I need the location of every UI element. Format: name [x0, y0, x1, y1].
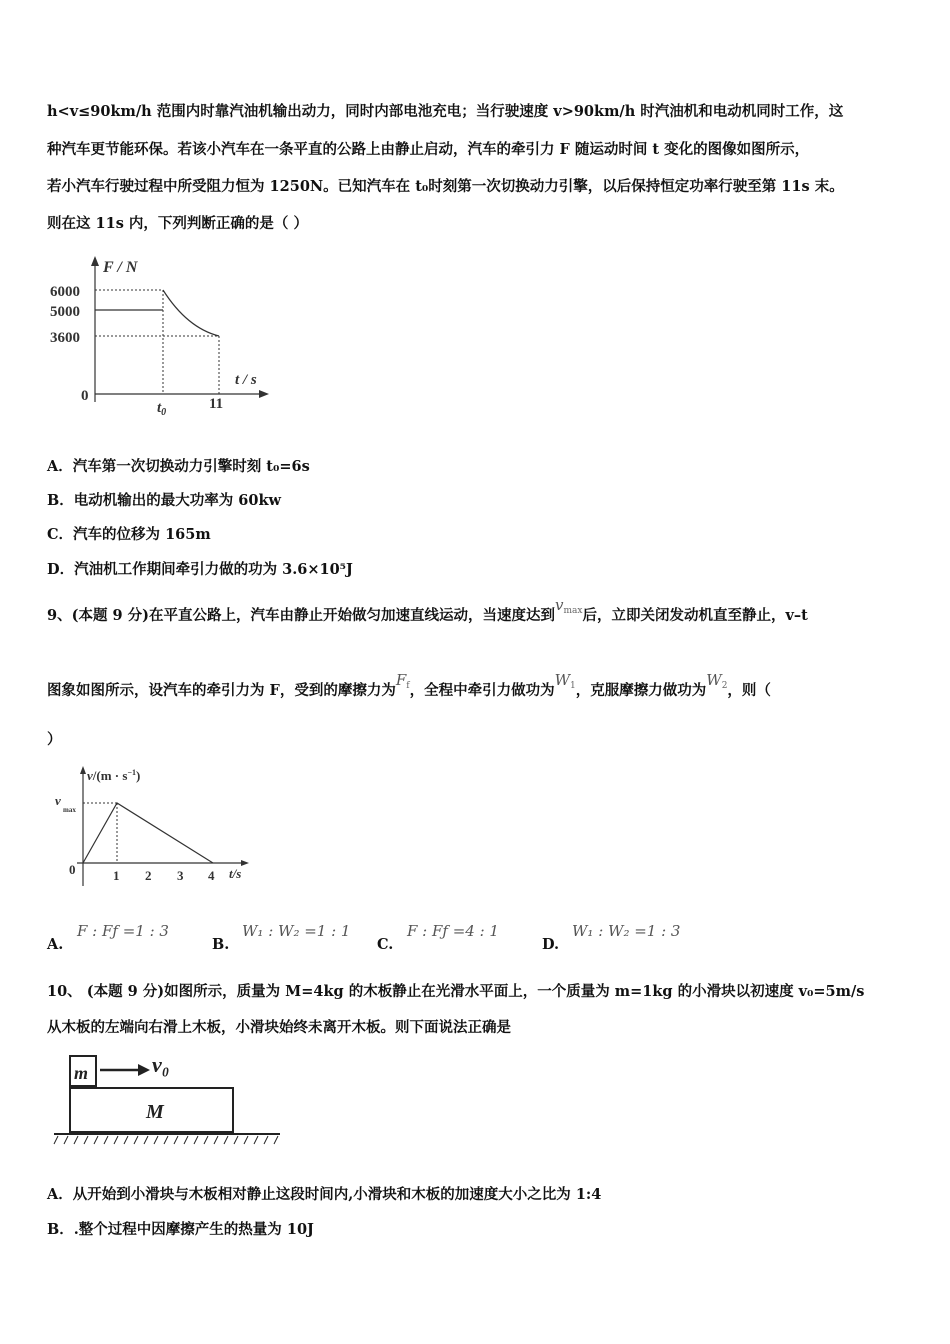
q9-x-axis-arrow [241, 860, 249, 866]
q9-velocity-time-chart [45, 762, 255, 892]
q9-w2-sub: 2 [721, 681, 728, 691]
q9-option-a-expr: F : Fƒ =1 : 3 [77, 922, 169, 940]
q9-option-c-label: C. [377, 936, 394, 953]
q9-options-row [47, 922, 907, 954]
q8-y-axis-arrow [91, 256, 99, 266]
q9-w2-symbol [706, 671, 727, 689]
q9-vmax-symbol [555, 596, 582, 614]
q8-text-line-1: h<v≤90km/h 范围内时靠汽油机输出动力，同时内部电池充电；当行驶速度 v>90km/h 时汽油机和电动机同时工作，这 [47, 103, 844, 120]
q9-line1-a: 9、(本题 9 分)在平直公路上，汽车由静止开始做匀加速直线运动，当速度达到 [47, 607, 555, 624]
q8-ytick-5000: 5000 [50, 304, 80, 320]
q9-vmax-base: v [555, 596, 564, 614]
q9-line2-a: 图象如图所示，设汽车的牵引力为 F，受到的摩擦力为 [47, 682, 396, 699]
q10-small-block-label: m [74, 1063, 89, 1083]
q9-line1-b: 后，立即关闭发动机直至静止，v–t [582, 607, 808, 624]
q9-y-axis-arrow [80, 766, 86, 774]
q9-ytick-vmax: v [55, 793, 61, 808]
q9-text-line-1 [47, 596, 808, 631]
q8-y-axis-label: F / N [103, 259, 138, 276]
q10-block-board-figure [50, 1050, 285, 1150]
q10-velocity-label: v₀ [152, 1052, 170, 1077]
q9-xtick-2: 2 [145, 868, 152, 883]
q8-x-axis-label: t / s [235, 372, 257, 388]
q9-line2-b: ，全程中牵引力做功为 [409, 682, 555, 699]
q8-force-curve [163, 290, 219, 336]
q9-xtick-1: 1 [113, 868, 120, 883]
q9-line2-d: ，则（ [727, 682, 771, 699]
q9-option-a-label: A. [47, 936, 64, 953]
q9-w1-sub: 1 [570, 681, 576, 691]
q10-option-b: B．.整个过程中因摩擦产生的热量为 10J [47, 1221, 314, 1238]
q9-text-line-2 [47, 671, 771, 706]
q9-y-axis-label: $v/(m \cdot s^{-1})$ [87, 768, 141, 783]
q8-option-d: D．汽油机工作期间牵引力做的功为 3.6×10⁵J [47, 561, 353, 578]
q10-large-board-label: M [146, 1101, 164, 1123]
q9-x-axis-label: t/s [229, 866, 242, 881]
q9-ff-base: F [395, 671, 407, 689]
q9-option-d-label: D. [542, 936, 560, 953]
q9-w1-base: W [554, 671, 571, 689]
q8-force-time-chart [45, 252, 275, 422]
q10-text-line-2: 从木板的左端向右滑上木板，小滑块始终未离开木板。则下面说法正确是 [47, 1019, 511, 1036]
q8-x-axis-arrow [259, 390, 269, 398]
q9-w1-symbol [555, 671, 576, 689]
q10-ground-hatch [54, 1136, 278, 1144]
q9-option-d-expr: W₁ : W₂ =1 : 3 [572, 922, 681, 940]
q9-ytick-0: 0 [69, 862, 76, 877]
q10-velocity-arrow-head [138, 1064, 150, 1076]
q8-ytick-6000: 6000 [50, 284, 80, 300]
q9-velocity-line [83, 803, 213, 863]
q8-text-line-3: 若小汽车行驶过程中所受阻力恒为 1250N。已知汽车在 t₀时刻第一次切换动力引擎，以后保持恒定功率行驶至第 11s 末。 [47, 178, 844, 195]
q8-option-a: A．汽车第一次切换动力引擎时刻 t₀=6s [47, 458, 310, 475]
q9-option-b-expr: W₁ : W₂ =1 : 1 [242, 922, 351, 940]
q9-ff-sub: f [406, 681, 410, 691]
q9-option-b-label: B. [212, 936, 230, 953]
q9-line2-c: ，克服摩擦力做功为 [575, 682, 707, 699]
q8-text-line-2: 种汽车更节能环保。若该小汽车在一条平直的公路上由静止启动，汽车的牵引力 F 随运动时间 t 变化的图像如图所示， [47, 141, 810, 158]
q9-option-c-expr: F : Fƒ =4 : 1 [407, 922, 499, 940]
q10-option-a: A．从开始到小滑块与木板相对静止这段时间内,小滑块和木板的加速度大小之比为 1:4 [47, 1186, 602, 1203]
q8-xtick-11: 11 [209, 396, 224, 412]
q9-ff-symbol [396, 671, 410, 689]
q8-text-line-4: 则在这 11s 内，下列判断正确的是（ ） [47, 215, 308, 232]
q9-vmax-sub: max [563, 606, 583, 616]
q9-ytick-vmax-sub: max [63, 806, 76, 814]
q9-xtick-4: 4 [208, 868, 215, 883]
q8-option-c: C．汽车的位移为 165m [47, 526, 211, 543]
q8-option-b: B．电动机输出的最大功率为 60kw [47, 492, 282, 509]
q8-ytick-3600: 3600 [50, 330, 80, 346]
q10-text-line-1: 10、 (本题 9 分)如图所示，质量为 M=4kg 的木板静止在光滑水平面上，一个质量为 m=1kg 的小滑块以初速度 v₀=5m/s [47, 983, 865, 1000]
q9-text-line-3: ） [47, 731, 62, 748]
q9-xtick-3: 3 [177, 868, 184, 883]
q8-xtick-t0: $t_0$ [157, 400, 167, 418]
q8-ytick-0: 0 [81, 388, 89, 404]
q9-w2-base: W [706, 671, 722, 689]
